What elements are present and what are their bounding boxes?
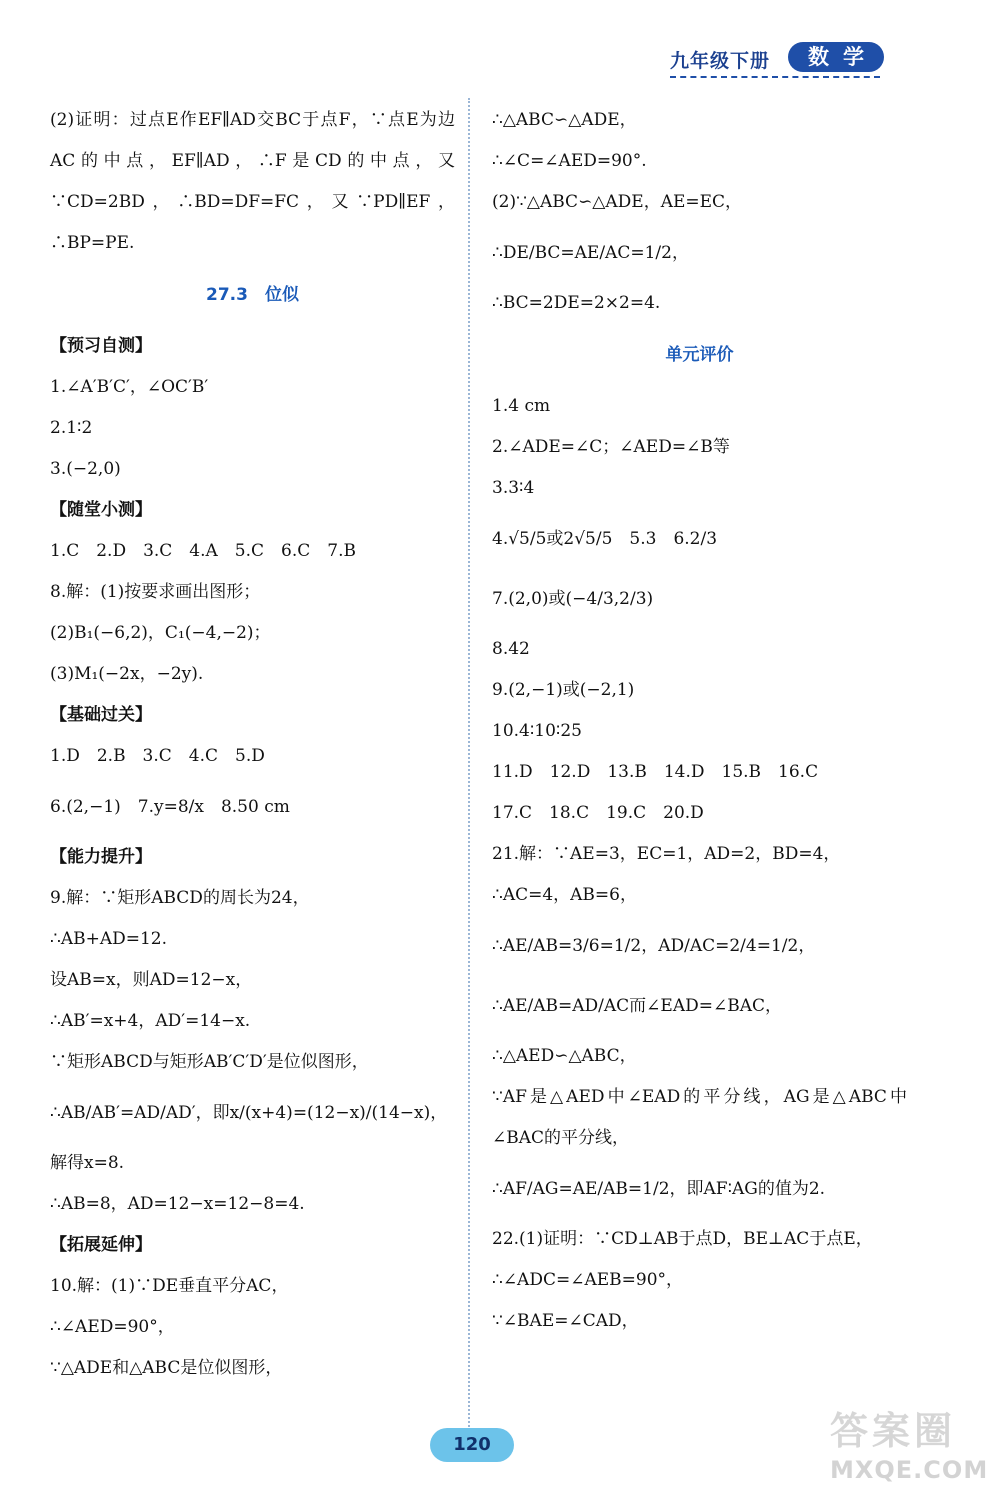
text-line: 11.D 12.D 13.B 14.D 15.B 16.C <box>492 762 819 782</box>
formula-line: ∴AF/AG=AE/AB=1/2，即AF∶AG的值为2. <box>492 1179 826 1199</box>
section-title: 27.3 位似 <box>206 285 299 305</box>
text-line: 21.解：∵AE=3，EC=1，AD=2，BD=4， <box>492 844 841 864</box>
text-line: ∴AB′=x+4，AD′=14−x. <box>50 1011 251 1031</box>
text-line: 3.(−2,0) <box>50 459 121 479</box>
text-line: ∵∠BAE=∠CAD， <box>492 1311 639 1331</box>
text-line: (3)M₁(−2x，−2y). <box>50 664 204 684</box>
formula-line: ∴AE/AB=AD/AC而∠EAD=∠BAC， <box>492 996 782 1016</box>
page-header <box>670 42 885 82</box>
text-line: 8.解：(1)按要求画出图形； <box>50 582 261 602</box>
text-line: ∴△AED∽△ABC， <box>492 1046 637 1066</box>
text-line: 3.3∶4 <box>492 478 535 498</box>
watermark-logo <box>830 1400 995 1492</box>
subsection-heading: 【基础过关】 <box>50 705 152 725</box>
text-line: 1.C 2.D 3.C 4.A 5.C 6.C 7.B <box>50 541 356 561</box>
grade-label: 九年级下册 <box>670 50 771 72</box>
right-column <box>492 100 907 1342</box>
text-paragraph: (2)证明：过点E作EF∥AD交BC于点F，∵点E为边AC的中点，EF∥AD，∴F是CD的中点，又∵CD=2BD，∴BD=DF=FC，又∵PD∥EF，∴BP=PE. <box>50 110 455 253</box>
formula-line: ∴DE/BC=AE/AC=1/2， <box>492 243 689 263</box>
text-line: 1.4 cm <box>492 396 551 416</box>
text-line: ∴∠ADC=∠AEB=90°， <box>492 1270 684 1290</box>
text-paragraph: 22.(1)证明：∵CD⊥AB于点D，BE⊥AC于点E， <box>492 1229 873 1249</box>
subsection-heading: 【拓展延伸】 <box>50 1235 152 1255</box>
subject-badge: 数学 <box>788 42 884 72</box>
text-line: 9.解：∵矩形ABCD的周长为24， <box>50 888 310 908</box>
text-line: 设AB=x，则AD=12−x， <box>50 970 253 990</box>
watermark-seal: 答案圈 <box>830 1409 957 1453</box>
column-divider <box>468 98 470 1458</box>
formula-line: 4.√5/5或2√5/5 5.3 6.2/3 <box>492 529 718 549</box>
text-line: ∴AB=8，AD=12−x=12−8=4. <box>50 1194 305 1214</box>
text-line: ∵矩形ABCD与矩形AB′C′D′是位似图形， <box>50 1052 369 1072</box>
section-title: 单元评价 <box>665 345 734 365</box>
text-paragraph: ∵AF是△AED中∠EAD的平分线，AG是△ABC中∠BAC的平分线， <box>492 1087 907 1148</box>
subsection-heading: 【随堂小测】 <box>50 500 152 520</box>
text-line: ∴∠AED=90°， <box>50 1317 175 1337</box>
text-line: ∴AB+AD=12. <box>50 929 168 949</box>
text-line: 1.D 2.B 3.C 4.C 5.D <box>50 746 265 766</box>
formula-line: ∴AB/AB′=AD/AD′，即x/(x+4)=(12−x)/(14−x)， <box>50 1103 448 1123</box>
text-line: ∴AC=4，AB=6， <box>492 885 637 905</box>
text-line: 8.42 <box>492 639 530 659</box>
text-line: 2.∠ADE=∠C；∠AED=∠B等 <box>492 437 730 457</box>
watermark-site: MXQE.COM <box>830 1456 989 1484</box>
text-line: (2)∵△ABC∽△ADE，AE=EC， <box>492 192 743 212</box>
text-line: 10.4∶10∶25 <box>492 721 582 741</box>
text-line: 解得x=8. <box>50 1153 125 1173</box>
formula-line: 6.(2,−1) 7.y=8/x 8.50 cm <box>50 797 290 817</box>
text-line: ∴△ABC∽△ADE， <box>492 110 637 130</box>
text-line: 1.∠A′B′C′，∠OC′B′ <box>50 377 209 397</box>
text-line: 10.解：(1)∵DE垂直平分AC， <box>50 1276 289 1296</box>
text-line: ∴∠C=∠AED=90°. <box>492 151 647 171</box>
left-column <box>50 100 455 1389</box>
text-line: ∴BC=2DE=2×2=4. <box>492 293 661 313</box>
text-line: 2.1∶2 <box>50 418 93 438</box>
text-line: (2)B₁(−6,2)，C₁(−4,−2)； <box>50 623 271 643</box>
text-line: 17.C 18.C 19.C 20.D <box>492 803 704 823</box>
formula-line: ∴AE/AB=3/6=1/2，AD/AC=2/4=1/2， <box>492 936 816 956</box>
subsection-heading: 【预习自测】 <box>50 336 152 356</box>
text-line: ∵△ADE和△ABC是位似图形， <box>50 1358 283 1378</box>
subsection-heading: 【能力提升】 <box>50 847 152 867</box>
formula-line: 7.(2,0)或(−4/3,2/3) <box>492 589 654 609</box>
header-divider <box>670 76 880 78</box>
text-line: 9.(2,−1)或(−2,1) <box>492 680 635 700</box>
page-number: 120 <box>430 1428 514 1462</box>
